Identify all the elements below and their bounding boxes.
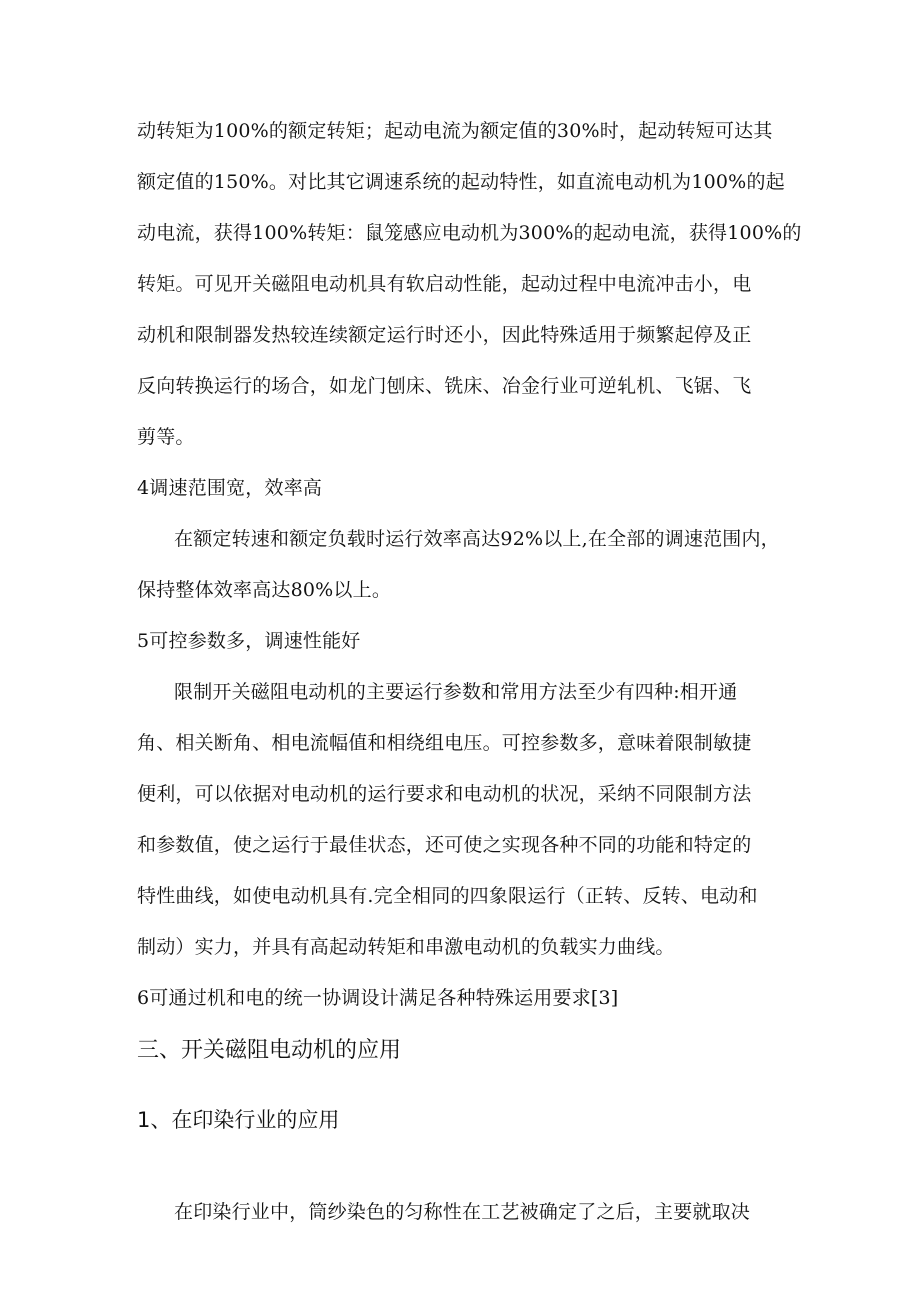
paragraph-4-line-2: 保持整体效率高达80%以上。: [137, 579, 392, 601]
paragraph-5-line-4: 和参数值，使之运行于最佳状态，还可使之实现各种不同的功能和特定的: [137, 834, 752, 856]
heading-4: 4调速范围宽，效率高: [137, 477, 323, 499]
section-3-title: 三、开关磁阻电动机的应用: [137, 1038, 402, 1063]
paragraph-1-line-5: 动机和限制器发热较连续额定运行时还小，因此特殊适用于频繁起停及正: [137, 324, 752, 346]
paragraph-1-line-3: 动电流，获得100%转矩：鼠笼感应电动机为300%的起动电流，获得100%的: [137, 222, 802, 244]
paragraph-1-line-2: 额定值的150%。对比其它调速系统的起动特性，如直流电动机为100%的起: [137, 171, 785, 193]
paragraph-1-line-6: 反向转换运行的场合，如龙门刨床、铣床、冶金行业可逆轧机、飞锯、飞: [137, 375, 752, 397]
paragraph-5-line-1: 限制开关磁阻电动机的主要运行参数和常用方法至少有四种:相开通: [174, 681, 738, 703]
paragraph-5-line-3: 便利，可以依据对电动机的运行要求和电动机的状况，采纳不同限制方法: [137, 783, 752, 805]
paragraph-5-line-2: 角、相关断角、相电流幅值和相绕组电压。可控参数多，意味着限制敏捷: [137, 732, 752, 754]
paragraph-4-line-1: 在额定转速和额定负载时运行效率高达92%以上,在全部的调速范围内，: [174, 528, 780, 550]
paragraph-1-line-7: 剪等。: [137, 426, 195, 448]
paragraph-1-line-1: 动转矩为100%的额定转矩；起动电流为额定值的30%时，起动转短可达其: [137, 120, 773, 142]
paragraph-5-line-5: 特性曲线，如使电动机具有.完全相同的四象限运行（正转、反转、电动和: [137, 885, 758, 907]
paragraph-5-line-6: 制动）实力，并具有高起动转矩和串激电动机的负载实力曲线。: [137, 936, 675, 958]
heading-5: 5可控参数多，调速性能好: [137, 630, 361, 652]
paragraph-final-line-1: 在印染行业中，筒纱染色的匀称性在工艺被确定了之后，主要就取决: [174, 1201, 751, 1223]
subsection-1-title: 1、在印染行业的应用: [137, 1108, 340, 1132]
heading-6: 6可通过机和电的统一协调设计满足各种特殊运用要求[3]: [137, 987, 619, 1009]
paragraph-1-line-4: 转矩。可见开关磁阻电动机具有软启动性能，起动过程中电流冲击小，电: [137, 273, 752, 295]
